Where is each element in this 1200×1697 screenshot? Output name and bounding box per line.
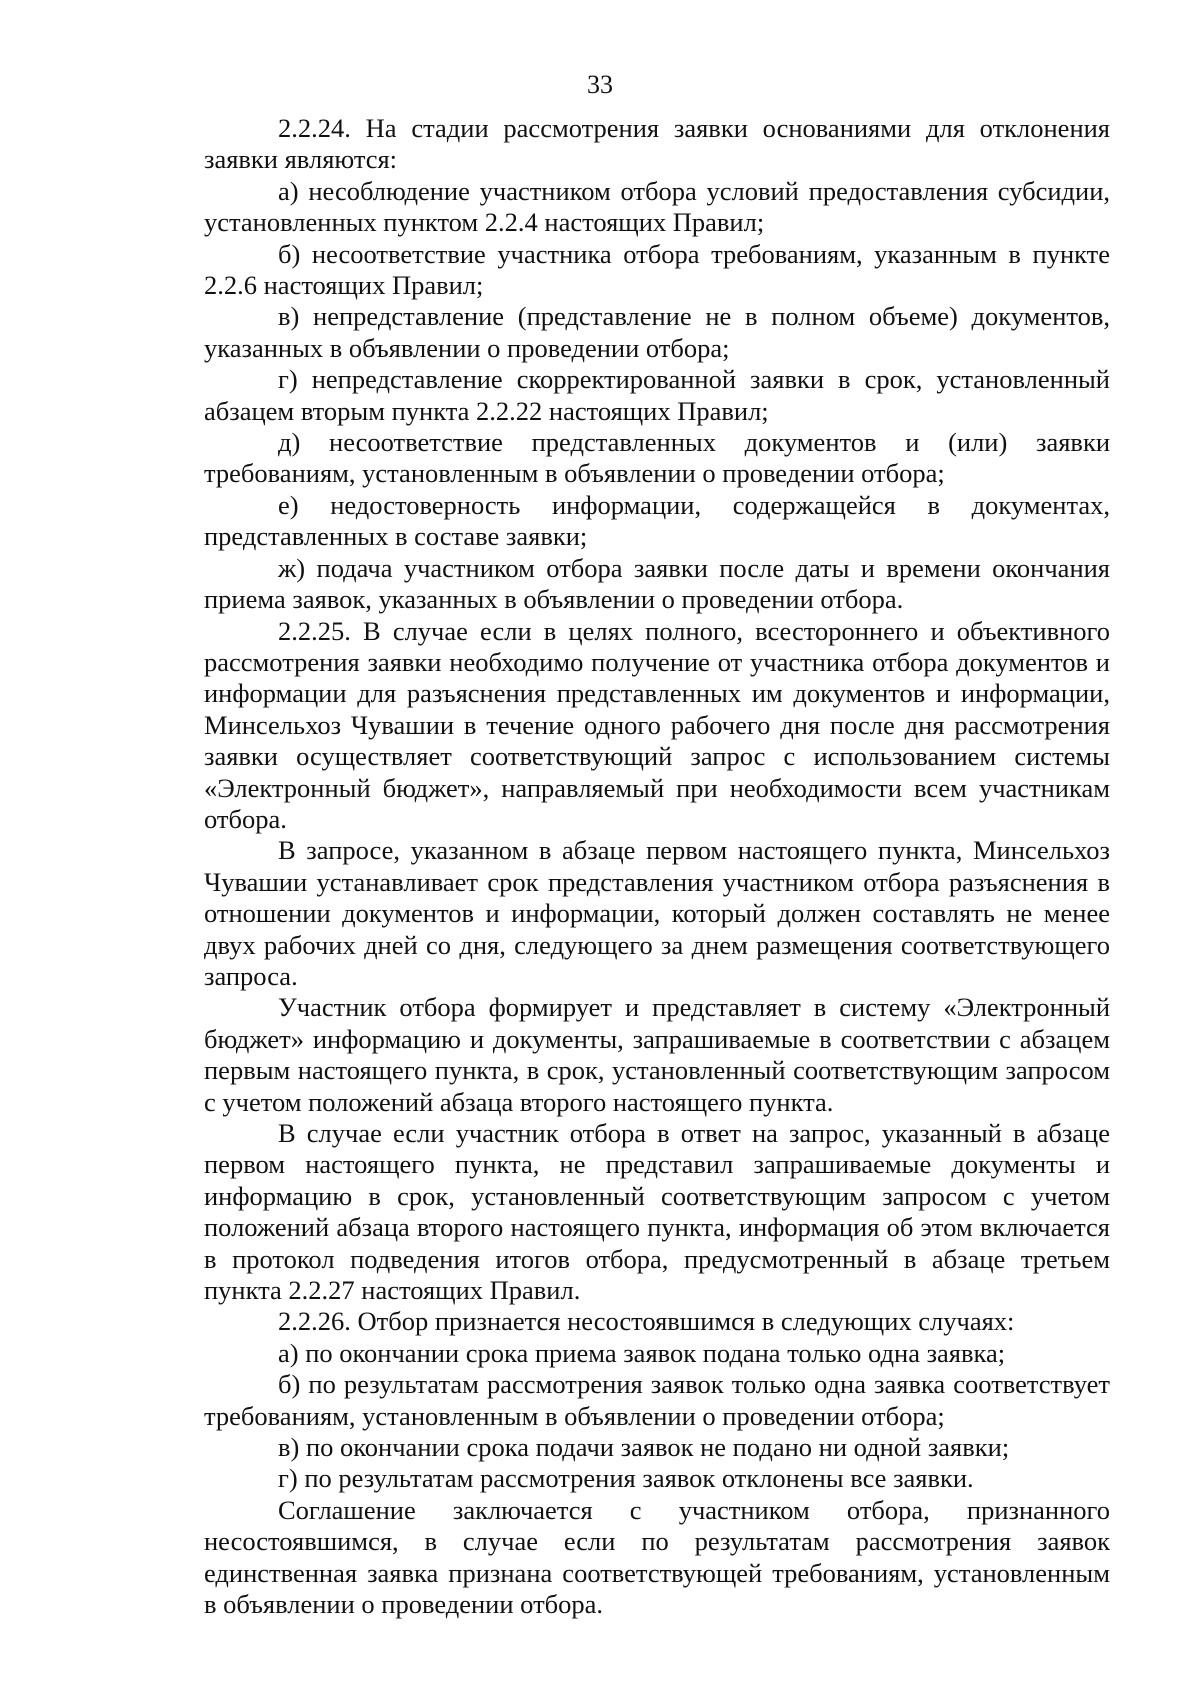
paragraph-2-2-25: 2.2.25. В случае если в целях полного, всестороннего и объективного рассмотрения заявки необходимо получение от участника отбора документов и информации для разъяснения представленных им документов и информации, Минсельхоз Чувашии в течение одного рабочего дня после дня рассмотрения заявки осуществляет соответствующий запрос с использованием системы «Электронный бюджет», направляемый при необходимости всем участникам отбора.	[204, 615, 1110, 834]
list-item-g: г) непредставление скорректированной заявки в срок, установленный абзацем вторым пункта 2.2.22 настоящих Правил;	[204, 364, 1110, 426]
paragraph-2-2-26: 2.2.26. Отбор признается несостоявшимся в следующих случаях:	[278, 1306, 1015, 1337]
list-item-a: а) несоблюдение участником отбора условий предоставления субсидии, установленных пунктом 2.2.4 настоящих Правил;	[204, 175, 1110, 238]
paragraph-request-deadline: В запросе, указанном в абзаце первом настоящего пункта, Минсельхоз Чувашии устанавливает срок представления участником отбора разъяснения в отношении документов и информации, который должен составлять не менее двух рабочих дней со дня, следующего за днем размещения соответствующего запроса.	[204, 835, 1110, 991]
page-number: 33	[587, 70, 613, 99]
list-item-e: е) недостоверность информации, содержащейся в документах, представленных в составе заявки;	[204, 489, 1110, 552]
paragraph-no-response: В случае если участник отбора в ответ на запрос, указанный в абзаце первом настоящего пункта, не представил запрашиваемые документы и информацию в срок, установленный соответствующим запросом с учетом положений абзаца второго настоящего пункта, информация об этом включается в протокол подведения итогов отбора, предусмотренный в абзаце третьем пункта 2.2.27 настоящих Правил.	[204, 1118, 1110, 1306]
list-item-b-failed: б) по результатам рассмотрения заявок только одна заявка соответствует требованиям, установленным в объявлении о проведении отбора;	[204, 1369, 1110, 1431]
paragraph-2-2-24: 2.2.24. На стадии рассмотрения заявки основаниями для отклонения заявки являются:	[204, 113, 1110, 175]
document-body	[204, 113, 1110, 1621]
list-item-b: б) несоответствие участника отбора требованиям, указанным в пункте 2.2.6 настоящих Правил;	[204, 238, 1110, 301]
list-item-zh: ж) подача участником отбора заявки после даты и времени окончания приема заявок, указанных в объявлении о проведении отбора.	[204, 552, 1110, 615]
list-item-d: д) несоответствие представленных документов и (или) заявки требованиям, установленным в объявлении о проведении отбора;	[204, 427, 1110, 489]
list-item-g-failed: г) по результатам рассмотрения заявок отклонены все заявки.	[278, 1463, 974, 1494]
list-item-v: в) непредставление (представление не в полном объеме) документов, указанных в объявлении о проведении отбора;	[204, 301, 1110, 363]
list-item-v-failed: в) по окончании срока подачи заявок не подано ни одной заявки;	[278, 1432, 1010, 1463]
list-item-a-failed: а) по окончании срока приема заявок подана только одна заявка;	[278, 1337, 1006, 1368]
paragraph-participant-response: Участник отбора формирует и представляет в систему «Электронный бюджет» информацию и документы, запрашиваемые в соответствии с абзацем первым настоящего пункта, в срок, установленный соответствующим запросом с учетом положений абзаца второго настоящего пункта.	[204, 992, 1110, 1117]
paragraph-agreement: Соглашение заключается с участником отбора, признанного несостоявшимся, в случае если по результатам рассмотрения заявок единственная заявка признана соответствующей требованиям, установленным в объявлении о проведении отбора.	[204, 1494, 1110, 1620]
